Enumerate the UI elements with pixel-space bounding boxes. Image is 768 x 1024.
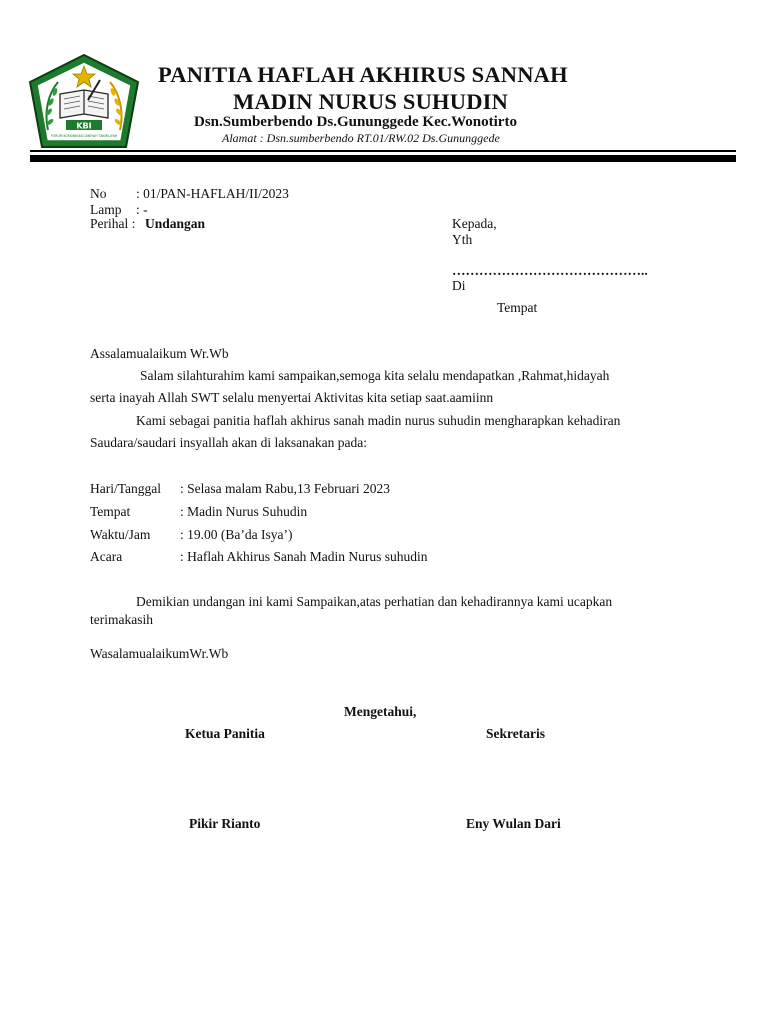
detail-value: : Haflah Akhirus Sanah Madin Nurus suhudin — [180, 549, 428, 564]
paragraph2-line2: Saudara/saudari insyallah akan di laksanakan pada: — [90, 435, 368, 450]
perihal-label: Perihal : — [90, 216, 136, 231]
sekretaris-name: Eny Wulan Dari — [466, 816, 561, 831]
closing-line1: Demikian undangan ini kami Sampaikan,atas perhatian dan kehadirannya kami ucapkan — [136, 594, 613, 609]
no-value: : 01/PAN-HAFLAH/II/2023 — [136, 186, 289, 201]
letterhead-thin-rule — [30, 150, 736, 152]
letterhead-title-line1: PANITIA HAFLAH AKHIRUS SANNAH — [158, 62, 568, 87]
lamp-value: : - — [136, 202, 148, 217]
detail-value: : Selasa malam Rabu,13 Februari 2023 — [180, 481, 390, 496]
recipient-yth: Yth — [452, 232, 473, 247]
lamp-label: Lamp — [90, 202, 122, 217]
detail-label: Waktu/Jam — [90, 527, 151, 542]
ketua-name: Pikir Rianto — [189, 816, 261, 831]
kbi-emblem-icon — [26, 52, 142, 152]
detail-value: : Madin Nurus Suhudin — [180, 504, 308, 519]
greeting: Assalamualaikum Wr.Wb — [90, 346, 229, 361]
logo-text: KBI — [76, 121, 92, 131]
no-label: No — [90, 186, 107, 201]
recipient-tempat: Tempat — [497, 300, 538, 315]
closing-line2: terimakasih — [90, 612, 153, 627]
letterhead-alamat: Alamat : Dsn.sumberbendo RT.01/RW.02 Ds.Gununggede — [222, 131, 500, 145]
detail-value: : 19.00 (Ba’da Isya’) — [180, 527, 293, 542]
perihal-value: Undangan — [145, 216, 206, 231]
organization-logo — [26, 52, 142, 152]
recipient-di: Di — [452, 278, 466, 293]
recipient-dots: …………………………………….. — [452, 263, 648, 278]
letterhead-thick-rule — [30, 155, 736, 162]
detail-label: Tempat — [90, 504, 131, 519]
recipient-kepada: Kepada, — [452, 216, 497, 231]
paragraph1-line1: Salam silahturahim kami sampaikan,semoga kita selalu mendapatkan ,Rahmat,hidayah — [140, 368, 610, 383]
logo-caption: FORUM KOMUNIKASI DINIYAH TAKMILIYAH — [50, 134, 118, 138]
sekretaris-title: Sekretaris — [486, 726, 545, 741]
paragraph2-line1: Kami sebagai panitia haflah akhirus sanah madin nurus suhudin mengharapkan kehadiran — [136, 413, 621, 428]
letterhead-title-line2: MADIN NURUS SUHUDIN — [233, 89, 509, 114]
letterhead-address: Dsn.Sumberbendo Ds.Gununggede Kec.Wonotirto — [194, 114, 517, 130]
salam-penutup: WasalamualaikumWr.Wb — [90, 646, 229, 661]
detail-label: Hari/Tanggal — [90, 481, 162, 496]
detail-label: Acara — [90, 549, 123, 564]
mengetahui-label: Mengetahui, — [344, 704, 417, 719]
paragraph1-line2: serta inayah Allah SWT selalu menyertai Aktivitas kita setiap saat.aamiinn — [90, 390, 494, 405]
ketua-title: Ketua Panitia — [185, 726, 265, 741]
